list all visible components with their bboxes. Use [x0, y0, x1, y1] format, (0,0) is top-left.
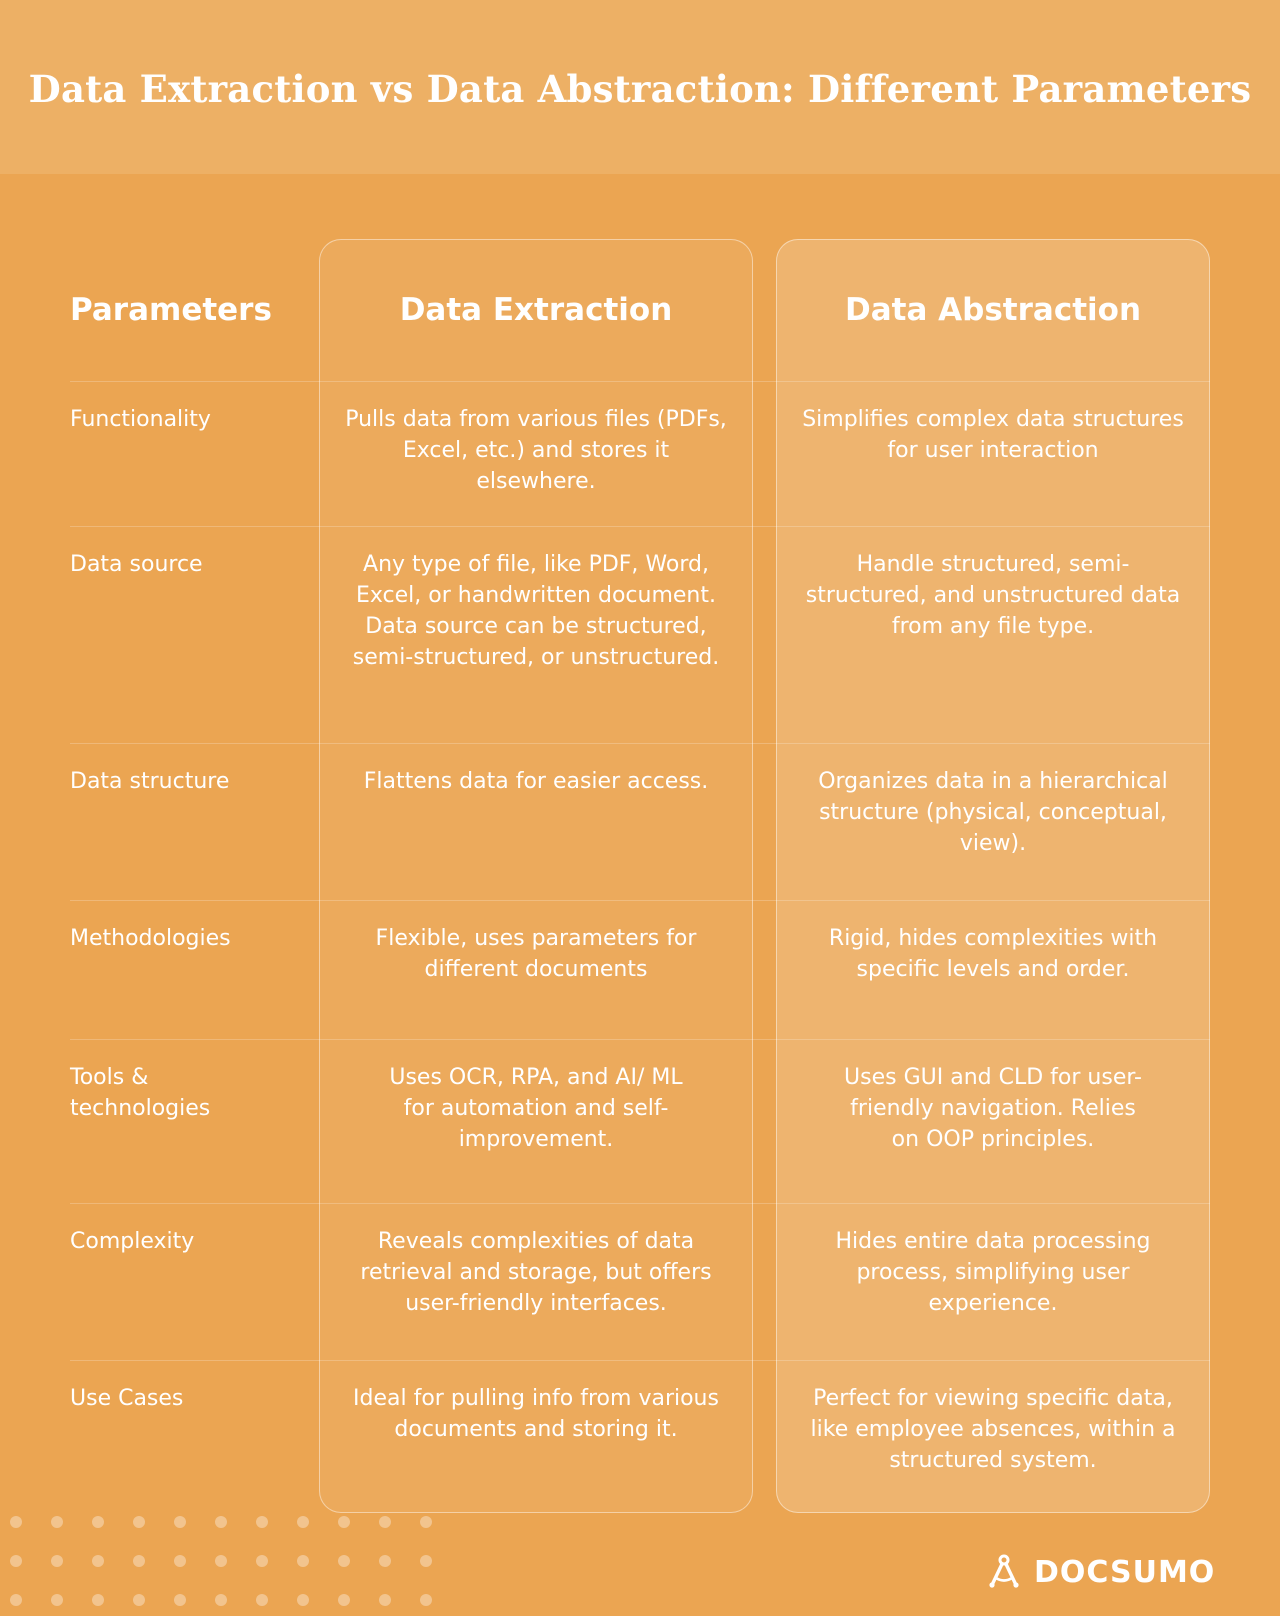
- table-row: [70, 1360, 1210, 1513]
- decorative-dot: [92, 1516, 104, 1528]
- decorative-dot: [51, 1516, 63, 1528]
- decorative-dot: [215, 1594, 227, 1606]
- table-row: [70, 900, 1210, 1039]
- row-parameter: Functionality: [70, 407, 211, 432]
- decorative-dot: [338, 1594, 350, 1606]
- table-header-row: [70, 239, 1210, 381]
- row-extraction-value: Pulls data from various files (PDFs, Excel, etc.) and stores it elsewhere.: [345, 407, 727, 494]
- row-abstraction-value: Simplifies complex data structures for user interaction: [802, 407, 1184, 463]
- decorative-dot: [215, 1516, 227, 1528]
- decorative-dot: [256, 1555, 268, 1567]
- table-row: [70, 1039, 1210, 1203]
- decorative-dot: [297, 1516, 309, 1528]
- page-title: Data Extraction vs Data Abstraction: Different Parameters: [28, 67, 1252, 111]
- decorative-dot: [133, 1555, 145, 1567]
- decorative-dot: [92, 1594, 104, 1606]
- decorative-dot: [51, 1555, 63, 1567]
- row-parameter: Data structure: [70, 769, 230, 794]
- row-abstraction-value: Perfect for viewing specific data, like employee absences, within a structured system.: [810, 1386, 1176, 1473]
- decorative-dot: [215, 1555, 227, 1567]
- decorative-dot: [10, 1555, 22, 1567]
- row-extraction-value: Reveals complexities of data retrieval and storage, but offers user-friendly interfaces.: [360, 1229, 712, 1316]
- row-parameter: Data source: [70, 552, 203, 577]
- decorative-dot: [379, 1594, 391, 1606]
- row-parameter: Methodologies: [70, 926, 231, 951]
- decorative-dot: [92, 1555, 104, 1567]
- decorative-dot: [174, 1594, 186, 1606]
- decorative-dot-grid: [10, 1516, 440, 1616]
- decorative-dot: [133, 1516, 145, 1528]
- decorative-dot: [174, 1516, 186, 1528]
- row-abstraction-value: Handle structured, semi-structured, and unstructured data from any file type.: [805, 552, 1181, 639]
- decorative-dot: [10, 1594, 22, 1606]
- decorative-dot: [174, 1555, 186, 1567]
- decorative-dot: [420, 1516, 432, 1528]
- brand-name: DOCSUMO: [1034, 1554, 1216, 1590]
- row-extraction-value: Uses OCR, RPA, and AI/ ML for automation and self-improvement.: [389, 1065, 683, 1152]
- decorative-dot: [379, 1516, 391, 1528]
- table-row: [70, 1203, 1210, 1360]
- row-extraction-value: Any type of file, like PDF, Word, Excel, or handwritten document. Data source can be structured, semi-structured, or unstructured.: [352, 552, 720, 670]
- decorative-dot: [10, 1516, 22, 1528]
- row-parameter: Use Cases: [70, 1386, 184, 1411]
- row-parameter: Tools & technologies: [70, 1065, 211, 1121]
- decorative-dot: [133, 1594, 145, 1606]
- decorative-dot: [297, 1555, 309, 1567]
- decorative-dot: [420, 1555, 432, 1567]
- row-abstraction-value: Organizes data in a hierarchical structure (physical, conceptual, view).: [818, 769, 1168, 856]
- row-extraction-value: Ideal for pulling info from various documents and storing it.: [353, 1386, 719, 1442]
- row-abstraction-value: Hides entire data processing process, simplifying user experience.: [835, 1229, 1151, 1316]
- decorative-dot: [51, 1594, 63, 1606]
- decorative-dot: [256, 1594, 268, 1606]
- title-band: [0, 0, 1280, 174]
- decorative-dot: [256, 1516, 268, 1528]
- docsumo-logo-icon: [986, 1554, 1022, 1590]
- row-parameter: Complexity: [70, 1229, 195, 1254]
- decorative-dot: [297, 1594, 309, 1606]
- decorative-dot: [420, 1594, 432, 1606]
- comparison-table: [70, 239, 1210, 1513]
- row-extraction-value: Flattens data for easier access.: [363, 769, 709, 794]
- row-abstraction-value: Uses GUI and CLD for user-friendly navigation. Relies on OOP principles.: [844, 1065, 1142, 1152]
- table-row: [70, 743, 1210, 900]
- decorative-dot: [379, 1555, 391, 1567]
- row-abstraction-value: Rigid, hides complexities with specific levels and order.: [828, 926, 1158, 982]
- brand-logo: [986, 1552, 1215, 1592]
- table-row: [70, 526, 1210, 743]
- table-row: [70, 381, 1210, 526]
- decorative-dot: [338, 1555, 350, 1567]
- row-extraction-value: Flexible, uses parameters for different documents: [375, 926, 697, 982]
- header-data-extraction: Data Extraction: [399, 292, 673, 328]
- header-parameters: Parameters: [70, 292, 272, 328]
- header-data-abstraction: Data Abstraction: [844, 292, 1142, 328]
- decorative-dot: [338, 1516, 350, 1528]
